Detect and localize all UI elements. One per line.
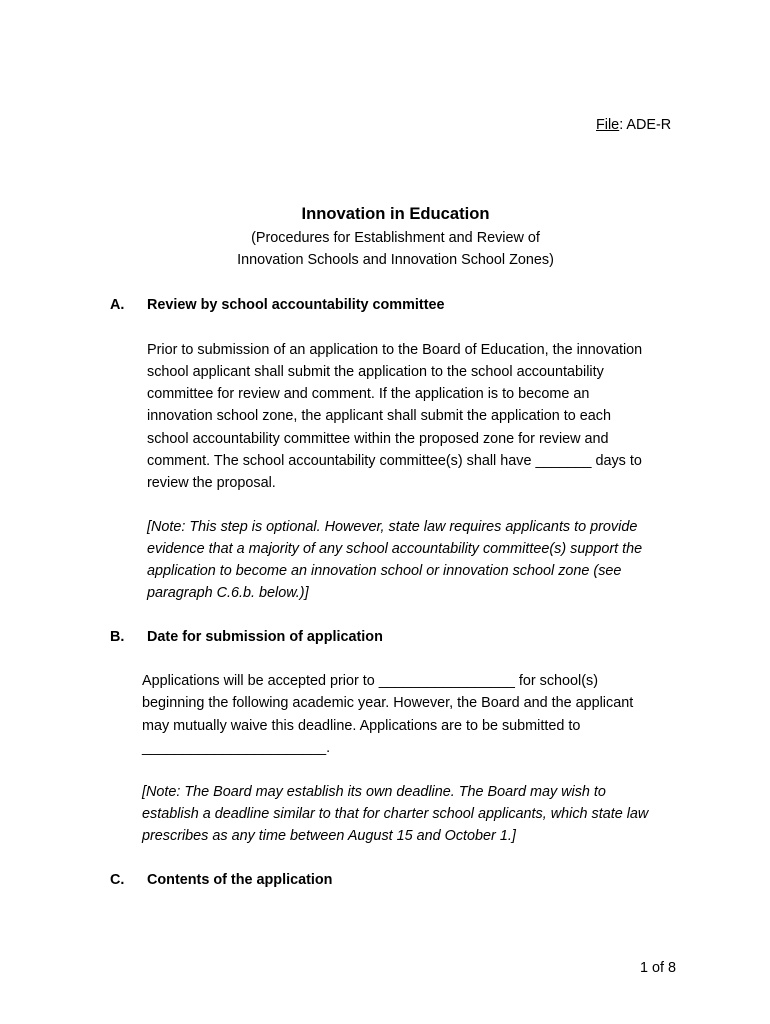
section-b-body-line: Applications will be accepted prior to _________________ for school(s) — [142, 673, 598, 689]
section-a-note-line: [Note: This step is optional. However, state law requires applicants to provide — [147, 519, 638, 535]
page-number: 1 of 8 — [640, 960, 677, 976]
section-b-letter: B. — [110, 629, 125, 645]
section-b-body-line: _______________________. — [142, 740, 331, 756]
section-a-body-line: innovation school zone, the applicant shall submit the application to each — [147, 408, 611, 424]
section-c-letter: C. — [110, 872, 125, 888]
section-b-heading: Date for submission of application — [147, 629, 383, 645]
section-a-body-line: review the proposal. — [147, 475, 276, 491]
section-a-letter: A. — [110, 297, 125, 313]
document-title: Innovation in Education — [301, 204, 490, 223]
section-b-note-line: prescribes as any time between August 15 and October 1.] — [142, 828, 516, 844]
section-a-body-line: Prior to submission of an application to the Board of Education, the innovation — [147, 342, 643, 358]
section-b-body-line: beginning the following academic year. However, the Board and the applicant — [142, 695, 634, 711]
subtitle-line: Innovation Schools and Innovation School Zones) — [237, 252, 554, 268]
file-label: File — [596, 117, 620, 133]
section-a-body-line: school applicant shall submit the application to the school accountability — [147, 364, 604, 380]
subtitle-line: (Procedures for Establishment and Review of — [251, 230, 540, 246]
section-a-note-line: evidence that a majority of any school accountability committee(s) support the — [147, 541, 643, 557]
section-b-note-line: [Note: The Board may establish its own deadline. The Board may wish to — [142, 784, 606, 800]
file-value: : ADE-R — [619, 117, 672, 133]
section-a-heading: Review by school accountability committee — [147, 297, 445, 313]
section-a-body-line: committee for review and comment. If the application is to become an — [147, 386, 590, 402]
section-a-body-line: school accountability committee within the proposed zone for review and — [147, 431, 609, 447]
file-reference — [596, 116, 671, 134]
section-b-note-line: establish a deadline similar to that for charter school applicants, which state law — [142, 806, 649, 822]
section-c-heading: Contents of the application — [147, 872, 333, 888]
section-a-note-line: paragraph C.6.b. below.)] — [147, 585, 309, 601]
section-b-body-line: may mutually waive this deadline. Applications are to be submitted to — [142, 718, 581, 734]
section-a-note-line: application to become an innovation school or innovation school zone (see — [147, 563, 622, 579]
section-a-body-line: comment. The school accountability committee(s) shall have _______ days to — [147, 453, 642, 469]
